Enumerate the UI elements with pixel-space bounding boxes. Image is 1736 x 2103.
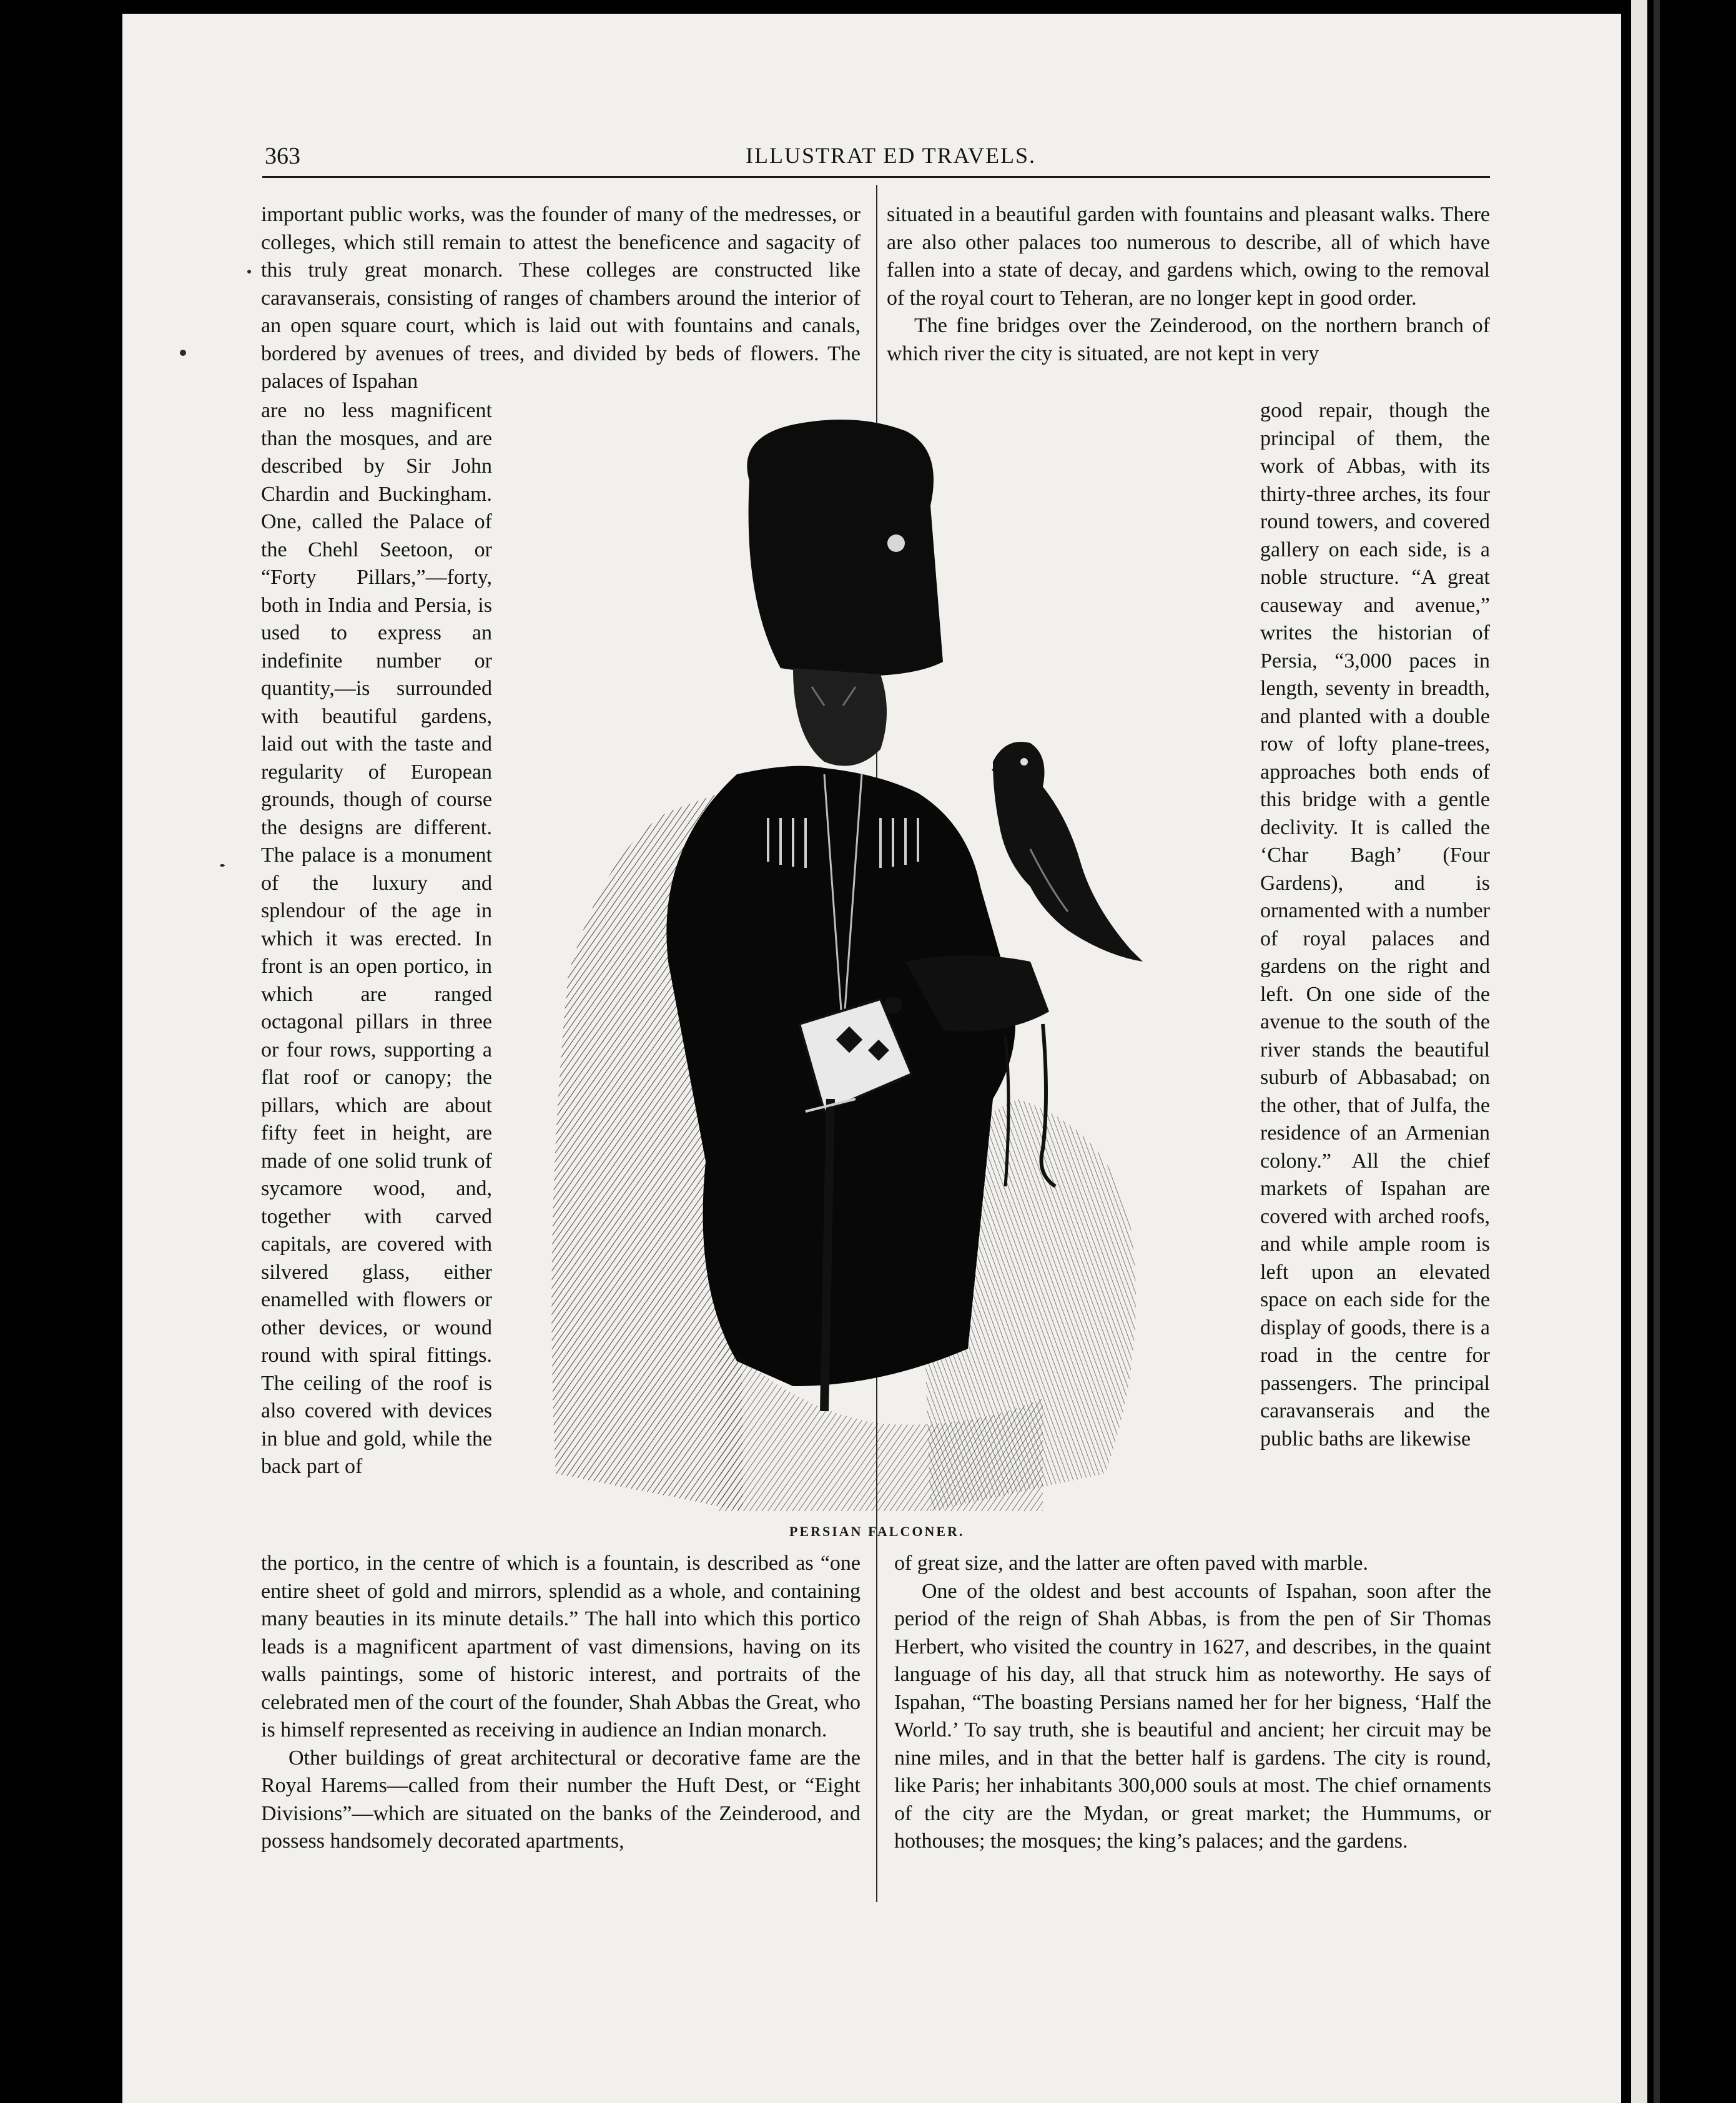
paragraph: situated in a beautiful garden with fountains and pleasant walks. There are also other palaces too numerous to describe, all of which have fallen into a state of decay, and gardens which, owing to the removal of the royal court to Teheran, are no longer kept in good order. (887, 203, 1490, 310)
right-column-top-text (887, 201, 1490, 368)
adjacent-page-edge (1631, 0, 1647, 2103)
page-header (265, 142, 1489, 170)
left-column-narrow-text (261, 397, 492, 1481)
paragraph: important public works, was the founder of many of the medresses, or colleges, which still remain to attest the beneficence and sagacity of this truly great monarch. These colleges are constructed like caravanserais, consisting of ranges of chambers around the interior of an open square court, which is laid out with fountains and canals, bordered by avenues of trees, and divided by beds of flowers. The palaces of Ispahan (261, 203, 861, 393)
running-title: ILLUSTRAT ED TRAVELS. (746, 143, 1037, 168)
page-gutter-shadow (1654, 0, 1660, 2103)
scan-speck (220, 864, 225, 867)
right-column-bottom-text (894, 1550, 1491, 1856)
paragraph: the portico, in the centre of which is a fountain, is described as “one entire sheet of gold and mirrors, splendid as a whole, and containing many beauties in its minute details.” The hall into which this portico leads is a magnificent apartment of vast dimensions, having on its walls paintings, some of historic interest, and portraits of the celebrated men of the court of the founder, Shah Abbas the Great, who is himself represented as receiving in audience an Indian monarch. (261, 1552, 861, 1741)
scan-speck (247, 270, 251, 273)
paragraph: are no less magnificent than the mosques, and are described by Sir John Chardin and Buckingham. One, called the Palace of the Chehl Seetoon, or “Forty Pillars,”—forty, both in India and Persia, is used to express an indefinite number or quantity,—is surrounded with beautiful gardens, laid out with the taste and regularity of European grounds, though of course the designs are different. The palace is a monument of the luxury and splendour of the age in which it was erected. In front is an open portico, in which are ranged octagonal pillars in three or four rows, supporting a flat roof or canopy; the pillars, which are about fifty feet in height, are made of one solid trunk of sycamore wood, and, together with carved capitals, are covered with silvered glass, either enamelled with flowers or other devices, or wound round with spiral fittings. The ceiling of the roof is also covered with devices in blue and gold, while the back part of (261, 399, 492, 1478)
header-rule (262, 176, 1490, 178)
paragraph: good repair, though the principal of them, the work of Abbas, with its thirty-three arches, its four round towers, and covered gallery on each side, is a noble structure. “A great causeway and avenue,” writes the historian of Persia, “3,000 paces in length, seventy in breadth, and planted with a double row of lofty plane-trees, approaches both ends of this bridge with a gentle declivity. It is called the ‘Char Bagh’ (Four Gardens), and is ornamented with a number of royal palaces and gardens on the right and left. On one side of the avenue to the south of the river stands the beautiful suburb of Abbasabad; on the other, that of Julfa, the residence of an Armenian colony.” All the chief markets of Ispahan are covered with arched roofs, and while ample room is left upon an elevated space on each side for the display of goods, there is a road in the centre for passengers. The principal caravanserais and the public baths are likewise (1260, 399, 1490, 1450)
scan-speck (180, 350, 186, 356)
paragraph: One of the oldest and best accounts of Ispahan, soon after the period of the reign of Shah Abbas, is from the pen of Sir Thomas Herbert, who visited the country in 1627, and describes, in the quaint language of his day, all that struck him as noteworthy. He says of Ispahan, “The boasting Persians named her for her bigness, ‘Half the World.’ To say truth, she is beautiful and ancient; her circuit may be nine miles, and in that the better half is gardens. The city is round, like Paris; her inhabitants 300,000 souls at most. The chief ornaments of the city are the Mydan, or great market; the Hummums, or hothouses; the mosques; the king’s palaces; and the gardens. (894, 1579, 1491, 1853)
page-number: 363 (265, 143, 300, 169)
illustration-caption: PERSIAN FALCONER. (789, 1524, 965, 1539)
paragraph: The fine bridges over the Zeinderood, on the northern branch of which river the city is situated, are not kept in very (887, 314, 1490, 365)
left-column-top-text (261, 201, 861, 396)
left-column-bottom-text (261, 1550, 861, 1856)
persian-falconer-illustration (531, 412, 1236, 1517)
paragraph: of great size, and the latter are often paved with marble. (894, 1552, 1368, 1575)
paragraph: Other buildings of great architectural or decorative fame are the Royal Harems—called from their number the Huft Dest, or “Eight Divisions”—which are situated on the banks of the Zeinderood, and possess handsomely decorated apartments, (261, 1746, 861, 1853)
right-column-narrow-text (1260, 397, 1490, 1453)
